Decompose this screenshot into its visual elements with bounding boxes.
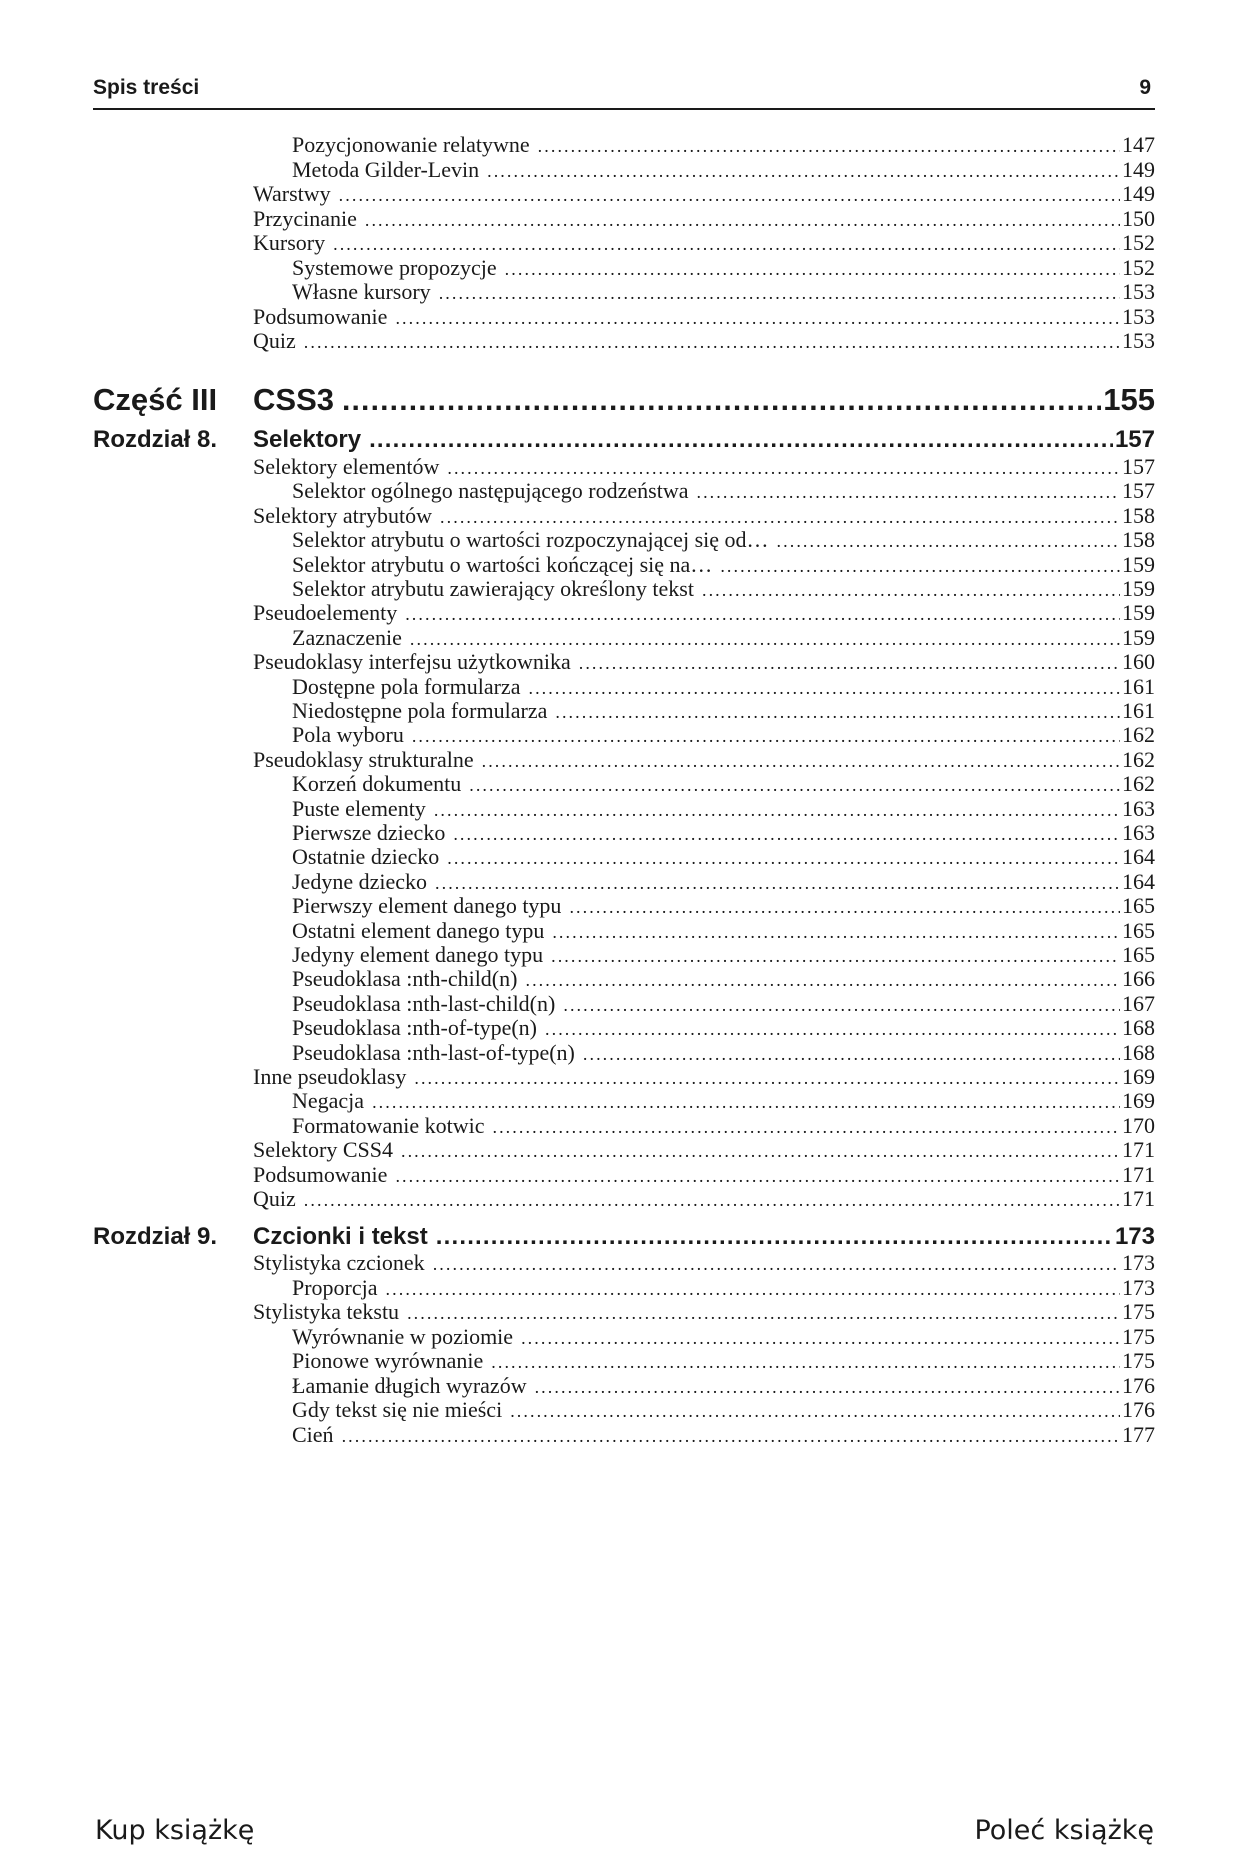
toc-entry-title: Pseudoklasa :nth-last-of-type(n): [292, 1039, 575, 1065]
toc-part-heading: [93, 381, 1155, 420]
toc-entry: [292, 1397, 1155, 1424]
toc-entry-title: Selektor atrybutu o wartości rozpoczynającej się od…: [292, 527, 769, 553]
dot-leader: [552, 919, 1120, 945]
toc-entry-title: Puste elementy: [292, 795, 426, 821]
toc-entry-title: Podsumowanie: [253, 303, 388, 329]
toc-entry-page: 169: [1122, 1064, 1155, 1089]
toc-entry: [292, 918, 1155, 945]
dot-leader: [386, 1276, 1120, 1302]
toc-entry-page: 158: [1122, 502, 1155, 528]
recommend-book-link[interactable]: Poleć książkę: [974, 1815, 1154, 1846]
toc-entry-title: Inne pseudoklasy: [253, 1064, 407, 1089]
toc-entry-title: Quiz: [253, 1186, 296, 1211]
dot-leader: [505, 256, 1120, 282]
toc-entry: [292, 796, 1155, 823]
toc-entry: [253, 747, 1155, 774]
toc-entry-title: Stylistyka tekstu: [253, 1299, 400, 1324]
toc-entry-page: 163: [1122, 795, 1155, 821]
running-head-title: Spis treści: [93, 76, 200, 99]
dot-leader: [395, 1163, 1120, 1189]
toc-entry: [292, 991, 1155, 1018]
toc-entry: [292, 157, 1155, 184]
toc-entry-page: 149: [1122, 181, 1155, 206]
toc-entry-page: 175: [1122, 1299, 1155, 1324]
toc-entry: [292, 132, 1155, 159]
toc-entry-title: Pseudoklasy strukturalne: [253, 746, 474, 772]
toc-entry-page: 152: [1122, 254, 1155, 280]
toc-entry: [292, 279, 1155, 306]
toc-entry-label: Rozdział 8.: [93, 426, 218, 453]
toc-entry: [253, 454, 1155, 481]
toc-entry: [253, 1162, 1155, 1189]
toc-entry-title: Warstwy: [253, 181, 331, 206]
toc-entry-title: Wyrównanie w poziomie: [292, 1323, 514, 1349]
dot-leader: [482, 748, 1120, 774]
toc-entry-page: 173: [1122, 1274, 1155, 1300]
toc-entry-title: Pseudoklasa :nth-last-child(n): [292, 990, 556, 1016]
dot-leader: [555, 699, 1120, 725]
toc-entry: [292, 698, 1155, 725]
toc-entry-page: 165: [1122, 893, 1155, 919]
dot-leader: [333, 231, 1120, 257]
dot-leader: [440, 504, 1120, 530]
dot-leader: [579, 650, 1120, 676]
dot-leader: [538, 133, 1120, 159]
toc-entry-title: Przycinanie: [253, 205, 357, 231]
toc-entry: [292, 255, 1155, 282]
dot-leader: [696, 479, 1120, 505]
toc-entry: [292, 869, 1155, 896]
toc-entry-title: Kursory: [253, 230, 326, 255]
toc-entry-page: 176: [1122, 1397, 1155, 1422]
dot-leader: [551, 943, 1120, 969]
toc-entry: [292, 527, 1155, 554]
toc-entry: [292, 820, 1155, 847]
toc-entry-title: CSS3: [253, 382, 334, 417]
toc-entry-page: 170: [1122, 1112, 1155, 1138]
dot-leader: [535, 1374, 1120, 1400]
toc-entry-title: Proporcja: [292, 1274, 378, 1300]
dot-leader: [777, 528, 1120, 554]
toc-entry-page: 173: [1114, 1223, 1155, 1250]
toc-entry-page: 175: [1122, 1348, 1155, 1373]
dot-leader: [525, 967, 1120, 993]
toc-entry-page: 161: [1122, 698, 1155, 723]
dot-leader: [414, 1065, 1120, 1091]
toc-entry-title: Łamanie długich wyrazów: [292, 1372, 527, 1398]
toc-entry: [292, 1088, 1155, 1115]
toc-entry-title: Czcionki i tekst: [253, 1223, 428, 1250]
toc-entry-title: Stylistyka czcionek: [253, 1250, 425, 1275]
toc-entry-title: Pseudoklasa :nth-of-type(n): [292, 1015, 537, 1041]
toc-entry-page: 162: [1122, 746, 1155, 772]
toc-entry-page: 171: [1122, 1161, 1155, 1187]
toc-entry: [292, 576, 1155, 603]
toc-entry: [253, 649, 1155, 676]
dot-leader: [410, 626, 1120, 652]
toc-entry-page: 149: [1122, 156, 1155, 182]
toc-entry-title: Metoda Gilder-Levin: [292, 156, 480, 182]
toc-entry: [292, 1373, 1155, 1400]
toc-entry: [292, 478, 1155, 505]
toc-entry-title: Pseudoelementy: [253, 600, 398, 626]
toc-entry: [292, 674, 1155, 701]
toc-entry-label: Część III: [93, 382, 218, 417]
toc-entry-page: 155: [1103, 382, 1155, 417]
toc-entry-title: Jedyne dziecko: [292, 868, 427, 894]
toc-entry-title: Korzeń dokumentu: [292, 771, 462, 797]
dot-leader: [510, 1398, 1120, 1424]
toc-entry: [292, 771, 1155, 798]
toc-entry-page: 153: [1122, 328, 1155, 353]
toc-entry-page: 157: [1122, 454, 1155, 479]
toc-entry-page: 175: [1122, 1323, 1155, 1349]
toc-entry-title: Jedyny element danego typu: [292, 942, 544, 967]
dot-leader: [453, 821, 1120, 847]
toc-entry-page: 173: [1122, 1250, 1155, 1275]
toc-entry-page: 165: [1122, 917, 1155, 943]
toc-entry: [253, 304, 1155, 331]
toc-entry-page: 169: [1122, 1088, 1155, 1114]
toc-entry-title: Niedostępne pola formularza: [292, 698, 548, 723]
toc-entry-page: 153: [1122, 279, 1155, 304]
toc-entry: [292, 966, 1155, 993]
dot-leader: [521, 1325, 1120, 1351]
dot-leader: [447, 455, 1120, 481]
toc-entry-page: 176: [1122, 1372, 1155, 1398]
toc-entry-page: 177: [1122, 1421, 1155, 1447]
toc-entry-page: 162: [1122, 771, 1155, 797]
toc-entry-page: 147: [1122, 132, 1155, 157]
dot-leader: [435, 870, 1120, 896]
dot-leader: [342, 1423, 1120, 1449]
toc-entry-page: 159: [1122, 551, 1155, 577]
dot-leader: [702, 577, 1120, 603]
toc-entry-title: Dostępne pola formularza: [292, 673, 521, 699]
toc-entry-page: 171: [1122, 1186, 1155, 1211]
dot-leader: [492, 1114, 1120, 1140]
dot-leader: [365, 207, 1120, 233]
toc-entry-title: Pionowe wyrównanie: [292, 1348, 484, 1373]
toc-entry-title: Negacja: [292, 1088, 365, 1114]
dot-leader: [439, 280, 1120, 306]
dot-leader: [304, 1187, 1120, 1213]
toc-entry: [253, 230, 1155, 257]
toc-entry-title: Pseudoklasy interfejsu użytkownika: [253, 649, 571, 675]
toc-entry: [292, 1324, 1155, 1351]
toc-entry-page: 168: [1122, 1015, 1155, 1041]
toc-entry-page: 161: [1122, 673, 1155, 699]
toc-entry-page: 168: [1122, 1039, 1155, 1065]
dot-leader: [447, 845, 1120, 871]
dot-leader: [720, 553, 1120, 579]
dot-leader: [436, 1222, 1113, 1252]
toc-entry-page: 159: [1122, 600, 1155, 626]
toc-entry-title: Selektory elementów: [253, 454, 440, 479]
toc-entry-title: Formatowanie kotwic: [292, 1112, 485, 1138]
toc-entry-title: Selektory: [253, 426, 362, 453]
toc-entry-title: Pseudoklasa :nth-child(n): [292, 966, 518, 992]
toc-entry-title: Zaznaczenie: [292, 624, 402, 650]
dot-leader: [433, 1251, 1120, 1277]
toc-entry-title: Własne kursory: [292, 279, 431, 304]
toc-entry-page: 157: [1114, 426, 1155, 453]
toc-entry-title: Selektor atrybutu zawierający określony tekst: [292, 576, 694, 601]
toc-entry: [292, 1015, 1155, 1042]
toc-entry-page: 163: [1122, 820, 1155, 845]
toc-entry-title: Cień: [292, 1421, 334, 1447]
toc-entry-title: Pierwszy element danego typu: [292, 893, 562, 919]
dot-leader: [569, 894, 1120, 920]
toc-entry-label: Rozdział 9.: [93, 1223, 218, 1250]
dot-leader: [412, 723, 1120, 749]
toc-chapter-heading: [93, 1222, 1155, 1252]
dot-leader: [304, 329, 1120, 355]
toc-entry: [292, 1348, 1155, 1375]
toc-entry: [253, 1137, 1155, 1164]
toc-entry-page: 157: [1122, 478, 1155, 504]
toc-entry-page: 166: [1122, 966, 1155, 992]
dot-leader: [528, 675, 1120, 701]
buy-book-link[interactable]: Kup książkę: [95, 1815, 255, 1846]
toc-entry: [253, 1186, 1155, 1213]
toc-entry-page: 159: [1122, 624, 1155, 650]
toc-entry: [292, 893, 1155, 920]
toc-entry: [253, 1299, 1155, 1326]
dot-leader: [487, 158, 1120, 184]
toc-entry-page: 159: [1122, 576, 1155, 601]
dot-leader: [339, 182, 1120, 208]
toc-entry-title: Podsumowanie: [253, 1161, 388, 1187]
dot-leader: [407, 1300, 1120, 1326]
toc-entry: [253, 1064, 1155, 1091]
toc-entry-page: 164: [1122, 844, 1155, 870]
dot-leader: [401, 1138, 1120, 1164]
toc-entry-page: 150: [1122, 205, 1155, 231]
toc-entry-title: Gdy tekst się nie mieści: [292, 1397, 503, 1422]
toc-entry: [292, 625, 1155, 652]
toc-entry: [292, 1275, 1155, 1302]
dot-leader: [342, 382, 1101, 420]
toc-entry-title: Pierwsze dziecko: [292, 820, 446, 845]
toc-entry: [253, 503, 1155, 530]
toc-entry-page: 162: [1122, 722, 1155, 748]
dot-leader: [563, 992, 1120, 1018]
toc-entry-page: 167: [1122, 990, 1155, 1016]
dot-leader: [434, 797, 1120, 823]
toc-entry-title: Pola wyboru: [292, 722, 404, 748]
page-number: 9: [1139, 76, 1151, 99]
dot-leader: [395, 305, 1120, 331]
toc-entry: [292, 552, 1155, 579]
toc-entry-title: Ostatni element danego typu: [292, 917, 545, 943]
toc-entry-title: Selektory CSS4: [253, 1137, 393, 1163]
toc-entry-title: Selektor ogólnego następującego rodzeństwa: [292, 478, 689, 504]
dot-leader: [545, 1016, 1120, 1042]
toc-entry: [292, 1422, 1155, 1449]
toc-entry: [253, 600, 1155, 627]
dot-leader: [405, 601, 1120, 627]
toc-entry-page: 152: [1122, 230, 1155, 255]
dot-leader: [369, 425, 1113, 455]
toc-entry-title: Pozycjonowanie relatywne: [292, 132, 530, 157]
toc-entry-title: Ostatnie dziecko: [292, 844, 440, 870]
toc-entry-page: 164: [1122, 868, 1155, 894]
toc-chapter-heading: [93, 425, 1155, 455]
toc-entry-page: 153: [1122, 303, 1155, 329]
toc-entry: [292, 844, 1155, 871]
toc-entry: [253, 181, 1155, 208]
toc-entry: [253, 1250, 1155, 1277]
toc-entry-title: Selektory atrybutów: [253, 502, 433, 528]
toc-entry: [292, 942, 1155, 969]
toc-entry: [253, 206, 1155, 233]
toc-entry-title: Systemowe propozycje: [292, 254, 497, 280]
toc-entry-page: 165: [1122, 942, 1155, 967]
toc-entry: [292, 722, 1155, 749]
dot-leader: [469, 772, 1120, 798]
toc-entry: [253, 328, 1155, 355]
toc-entry: [292, 1113, 1155, 1140]
dot-leader: [583, 1041, 1120, 1067]
toc-entry-page: 158: [1122, 527, 1155, 553]
dot-leader: [491, 1349, 1120, 1375]
toc-entry-page: 160: [1122, 649, 1155, 675]
toc-entry: [292, 1040, 1155, 1067]
toc-entry-title: Quiz: [253, 328, 296, 353]
toc-entry-page: 171: [1122, 1137, 1155, 1163]
toc-entry-title: Selektor atrybutu o wartości kończącej się na…: [292, 551, 713, 577]
dot-leader: [372, 1089, 1120, 1115]
